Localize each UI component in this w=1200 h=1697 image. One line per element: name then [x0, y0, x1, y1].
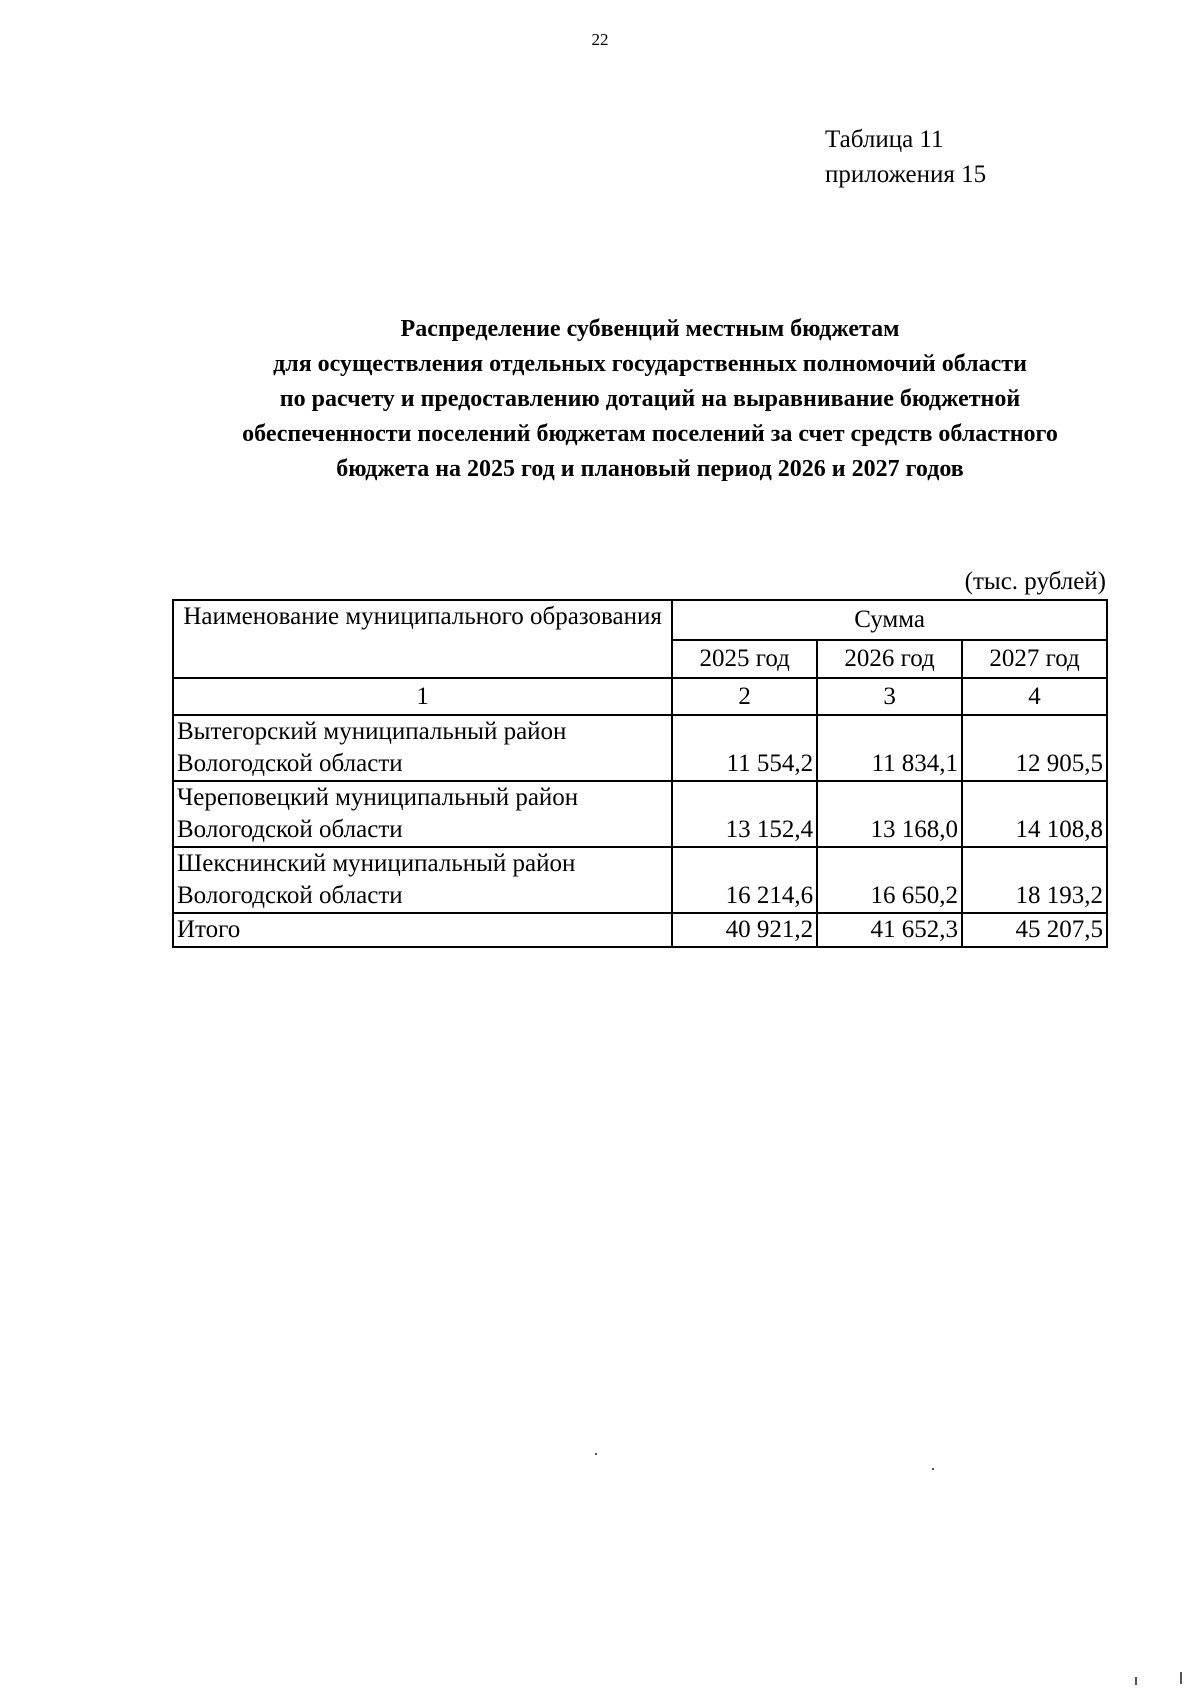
value-2025: 11 554,2 [672, 715, 817, 781]
scan-artifact [1135, 1677, 1137, 1685]
scan-artifact [932, 1468, 934, 1470]
header-sum: Сумма [672, 600, 1107, 640]
value-2025: 13 152,4 [672, 781, 817, 847]
municipality-name [173, 715, 672, 781]
table-row [173, 715, 1107, 781]
total-row [173, 913, 1107, 947]
title-line: по расчету и предоставлению дотаций на выравнивание бюджетной [279, 386, 1021, 412]
municipality-name-line1: Вытегорский муниципальный район [177, 718, 567, 745]
column-number: 1 [173, 678, 672, 715]
total-2027: 45 207,5 [962, 913, 1107, 947]
scan-artifact [595, 1453, 597, 1455]
total-label: Итого [173, 913, 672, 947]
table-reference [825, 122, 986, 192]
municipality-name-line1: Череповецкий муниципальный район [177, 784, 579, 811]
value-2027: 18 193,2 [962, 847, 1107, 913]
municipality-name-line2: Вологодской области [177, 816, 403, 843]
column-numbers-row [173, 678, 1107, 715]
scan-artifact [1180, 1672, 1182, 1684]
page-number: 22 [591, 30, 609, 49]
budget-table [172, 599, 1108, 948]
document-title [100, 312, 1200, 487]
table-row [173, 847, 1107, 913]
units-label: (тыс. рублей) [964, 568, 1106, 595]
header-year-2027: 2027 год [962, 640, 1107, 678]
column-number: 2 [672, 678, 817, 715]
value-2027: 12 905,5 [962, 715, 1107, 781]
header-row [173, 600, 1107, 640]
municipality-name-line2: Вологодской области [177, 882, 403, 909]
value-2026: 13 168,0 [817, 781, 962, 847]
title-line: обеспеченности поселений бюджетам поселений за счет средств областного [242, 421, 1058, 447]
table-reference-line1: Таблица 11 [825, 126, 944, 153]
header-year-2026: 2026 год [817, 640, 962, 678]
total-2026: 41 652,3 [817, 913, 962, 947]
column-number: 4 [962, 678, 1107, 715]
value-2026: 16 650,2 [817, 847, 962, 913]
value-2027: 14 108,8 [962, 781, 1107, 847]
value-2026: 11 834,1 [817, 715, 962, 781]
title-line: Распределение субвенций местным бюджетам [400, 316, 900, 342]
municipality-name [173, 781, 672, 847]
header-year-2025: 2025 год [672, 640, 817, 678]
title-line: для осуществления отдельных государственных полномочий области [273, 351, 1027, 377]
municipality-name [173, 847, 672, 913]
title-line: бюджета на 2025 год и плановый период 2026 и 2027 годов [336, 456, 964, 482]
header-municipality: Наименование муниципального образования [173, 600, 672, 678]
total-2025: 40 921,2 [672, 913, 817, 947]
table-row [173, 781, 1107, 847]
municipality-name-line1: Шекснинский муниципальный район [177, 850, 576, 877]
municipality-name-line2: Вологодской области [177, 750, 403, 777]
table-reference-line2: приложения 15 [825, 161, 987, 188]
column-number: 3 [817, 678, 962, 715]
value-2025: 16 214,6 [672, 847, 817, 913]
